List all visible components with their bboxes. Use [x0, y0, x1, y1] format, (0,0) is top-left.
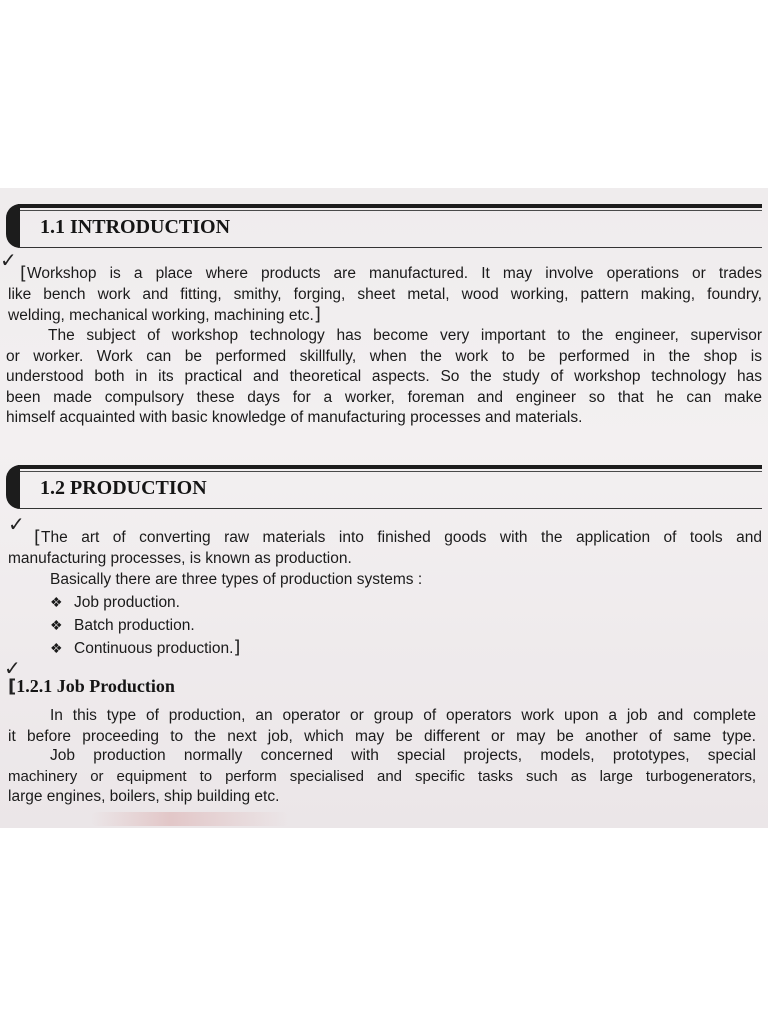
text-line: manufacturing processes, is known as production. [8, 549, 352, 567]
production-types-list [50, 591, 240, 660]
bracket-open-mark: [ [8, 676, 17, 697]
bracket-open-mark: [ [20, 263, 28, 284]
intro-paragraph-1 [8, 264, 762, 327]
text-line: The art of converting raw materials into finished goods with the application of tools and [41, 529, 762, 546]
bracket-open-mark: [ [34, 527, 42, 548]
text-line: it before proceeding to the next job, which may be different or may be another of same type. [8, 727, 756, 745]
text-line: machinery or equipment to perform specialised and specific tasks such as large turbogenerators, [8, 767, 756, 785]
text-line: understood both in its practical and theoretical aspects. So the study of workshop technology has [6, 368, 762, 385]
check-mark-icon: ✓ [0, 248, 17, 272]
section-title-introduction: 1.1 INTRODUCTION [40, 216, 231, 238]
production-intro-line [50, 570, 422, 591]
list-item [50, 614, 240, 637]
production-paragraph [8, 528, 762, 569]
page-smudge [90, 812, 290, 826]
bullet-icon: ❖ [50, 640, 63, 656]
text-line: welding, mechanical working, machining etc. [8, 307, 314, 324]
text-line: Workshop is a place where products are manufactured. It may involve operations or trades [27, 265, 762, 282]
check-mark-icon: ✓ [4, 656, 21, 680]
section-heading-bar [6, 204, 762, 248]
job-production-paragraph-1 [8, 706, 756, 747]
text-line: Job production normally concerned with special projects, models, prototypes, special [50, 747, 756, 764]
bracket-close-mark: ] [313, 304, 321, 325]
bracket-close-mark: ] [233, 637, 241, 658]
subsection-heading-text: 1.2.1 Job Production [16, 676, 175, 696]
text-line: like bench work and fitting, smithy, forging, sheet metal, wood working, pattern making, foundry, [8, 285, 762, 303]
section-heading-bar [6, 465, 762, 509]
list-item-text: Job production. [74, 594, 180, 611]
section-title-production: 1.2 PRODUCTION [40, 477, 207, 499]
text-line: In this type of production, an operator or group of operators work upon a job and complete [50, 707, 756, 724]
text-line: large engines, boilers, ship building etc. [8, 788, 280, 805]
text-line: himself acquainted with basic knowledge of manufacturing processes and materials. [6, 409, 583, 426]
intro-paragraph-2 [6, 326, 762, 429]
bullet-icon: ❖ [50, 594, 63, 610]
list-item-text: Batch production. [74, 617, 195, 634]
text-line: or worker. Work can be performed skillfully, when the work to be performed in the shop is [6, 347, 762, 365]
check-mark-icon: ✓ [8, 512, 25, 536]
subsection-title-job-production [8, 676, 175, 697]
list-item-text: Continuous production. [74, 640, 234, 657]
list-item [50, 591, 240, 614]
text-line: Basically there are three types of production systems : [50, 571, 423, 588]
job-production-paragraph-2 [8, 746, 756, 808]
text-line: been made compulsory these days for a worker, foreman and engineer so that he can make [6, 388, 762, 406]
bullet-icon: ❖ [50, 617, 63, 633]
text-line: The subject of workshop technology has become very important to the engineer, supervisor [48, 327, 762, 344]
list-item [50, 637, 240, 660]
